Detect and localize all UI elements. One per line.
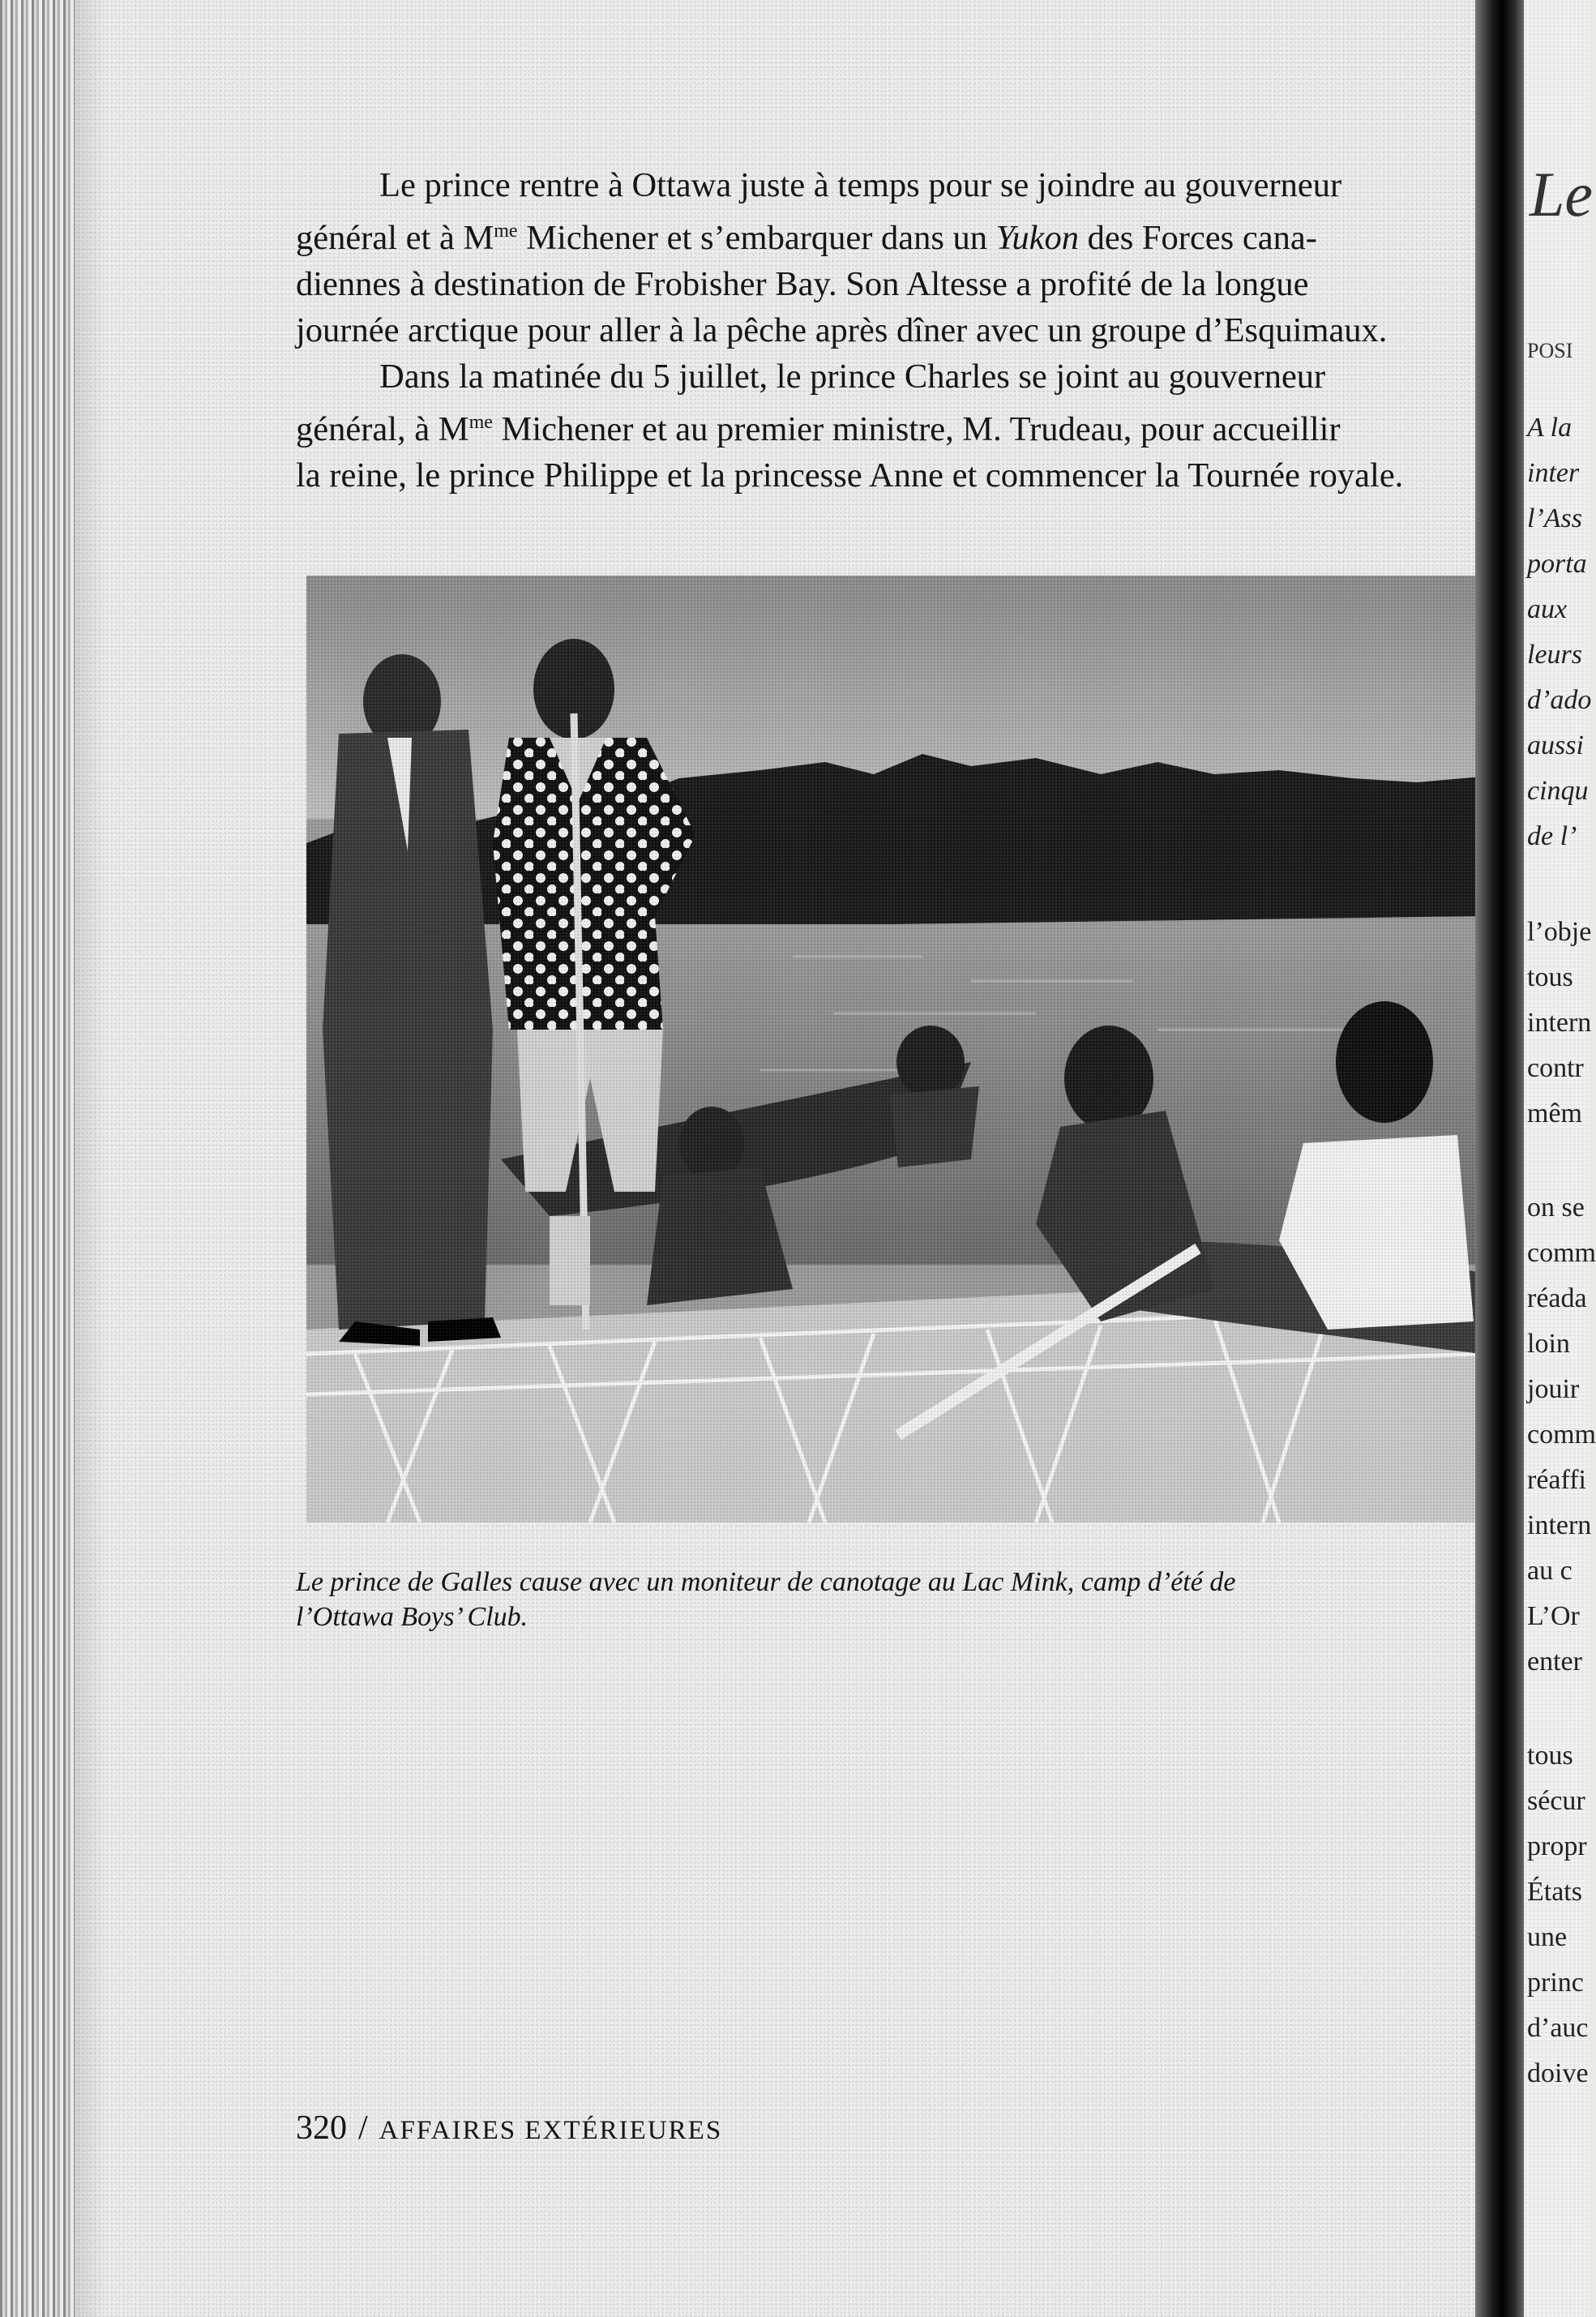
next-page-roman-fragment: comm	[1527, 1420, 1596, 1450]
footer-section-title: AFFAIRES EXTÉRIEURES	[379, 2116, 723, 2145]
paragraph-2	[296, 353, 1479, 499]
next-page-roman-fragment: L’Or	[1527, 1601, 1580, 1631]
paragraph-1	[296, 162, 1479, 353]
p1-line-2	[296, 208, 1479, 261]
next-page-roman-fragment: contr	[1527, 1053, 1584, 1083]
body-text	[296, 162, 1479, 499]
p2-line-2-pre: général, à M	[296, 410, 469, 449]
next-page-italic-fragment: leurs	[1527, 640, 1582, 670]
p1-aircraft-name: Yukon	[995, 219, 1080, 258]
p2-line-3: la reine, le prince Philippe et la princesse Anne et commencer la Tournée royale.	[296, 456, 1404, 495]
next-page-roman-fragment: sécur	[1527, 1786, 1585, 1816]
next-page-roman-fragment: intern	[1527, 1510, 1592, 1540]
next-page-italic-fragment: porta	[1527, 549, 1587, 579]
next-page-roman-fragment: une	[1527, 1922, 1568, 1952]
photo-grain	[306, 576, 1482, 1523]
next-page-roman-fragment: mêm	[1527, 1099, 1582, 1129]
caption-line-1: Le prince de Galles cause avec un moniteur de canotage au Lac Mink, camp d’été de	[296, 1567, 1236, 1597]
next-page-italic-fragment: d’ado	[1527, 685, 1592, 715]
next-page-roman-fragment: doive	[1527, 2058, 1589, 2088]
p2-line-2-post: Michener et au premier ministre, M. Trudeau, pour accueillir	[492, 410, 1341, 449]
page-footer	[296, 2108, 722, 2151]
next-page-roman-fragment: loin	[1527, 1329, 1570, 1359]
next-page-roman-fragment: réada	[1527, 1283, 1587, 1313]
next-page-roman-fragment: tous	[1527, 962, 1573, 992]
next-page-italic-fragment: aussi	[1527, 730, 1584, 760]
next-page-roman-fragment: au c	[1527, 1556, 1572, 1586]
next-page-kicker-fragment: POSI	[1527, 339, 1573, 362]
p2-line-2	[296, 400, 1479, 452]
next-page-roman-fragment: comm	[1527, 1238, 1596, 1268]
page-number: 320	[296, 2109, 347, 2147]
p1-line-2-pre: général et à M	[296, 219, 494, 258]
p1-line-2-post: des Forces cana-	[1079, 219, 1317, 258]
next-page-roman-fragment: jouir	[1527, 1374, 1580, 1404]
next-page-roman-fragment: princ	[1527, 1968, 1584, 1998]
next-page-roman-fragment: l’obje	[1527, 917, 1592, 947]
p1-line-3: diennes à destination de Frobisher Bay. Son Altesse a profité de la longue	[296, 265, 1309, 304]
p2-line-1: Dans la matinée du 5 juillet, le prince Charles se joint au gouverneur	[379, 358, 1326, 396]
next-page-roman-fragment: États	[1527, 1877, 1582, 1907]
book-gutter	[1475, 0, 1524, 2317]
next-page-italic-fragment: A la	[1527, 413, 1572, 443]
next-page-roman-fragment: propr	[1527, 1831, 1587, 1861]
next-page-italic-fragment: inter	[1527, 458, 1580, 488]
p2-superscript: me	[469, 412, 493, 434]
footer-separator: /	[358, 2109, 368, 2147]
next-page-roman-fragment: intern	[1527, 1008, 1592, 1038]
next-page-roman-fragment: tous	[1527, 1741, 1573, 1771]
next-page-roman-fragment: enter	[1527, 1647, 1582, 1677]
photo-illustration	[306, 576, 1482, 1523]
next-page-italic-fragment: l’Ass	[1527, 503, 1582, 533]
photograph	[306, 576, 1482, 1523]
next-page-italic-fragment: de l’	[1527, 821, 1577, 851]
next-page-roman-fragment: on se	[1527, 1193, 1585, 1223]
photo-caption	[296, 1565, 1479, 1634]
next-page-italic-fragment: aux	[1527, 594, 1568, 624]
p1-line-2-mid: Michener et s’embarquer dans un	[517, 219, 996, 258]
next-page-roman-fragment: réaffi	[1527, 1465, 1586, 1495]
caption-line-2: l’Ottawa Boys’ Club.	[296, 1602, 528, 1632]
next-page-heading-fragment: Le	[1530, 159, 1593, 229]
p1-line-4: journée arctique pour aller à la pêche après dîner avec un groupe d’Esquimaux.	[296, 311, 1388, 350]
left-binding-edge	[0, 0, 75, 2317]
p1-line-1: Le prince rentre à Ottawa juste à temps pour se joindre au gouverneur	[379, 166, 1342, 204]
next-page-roman-fragment: d’auc	[1527, 2013, 1589, 2043]
next-page-italic-fragment: cinqu	[1527, 776, 1589, 806]
p1-superscript: me	[494, 221, 518, 242]
